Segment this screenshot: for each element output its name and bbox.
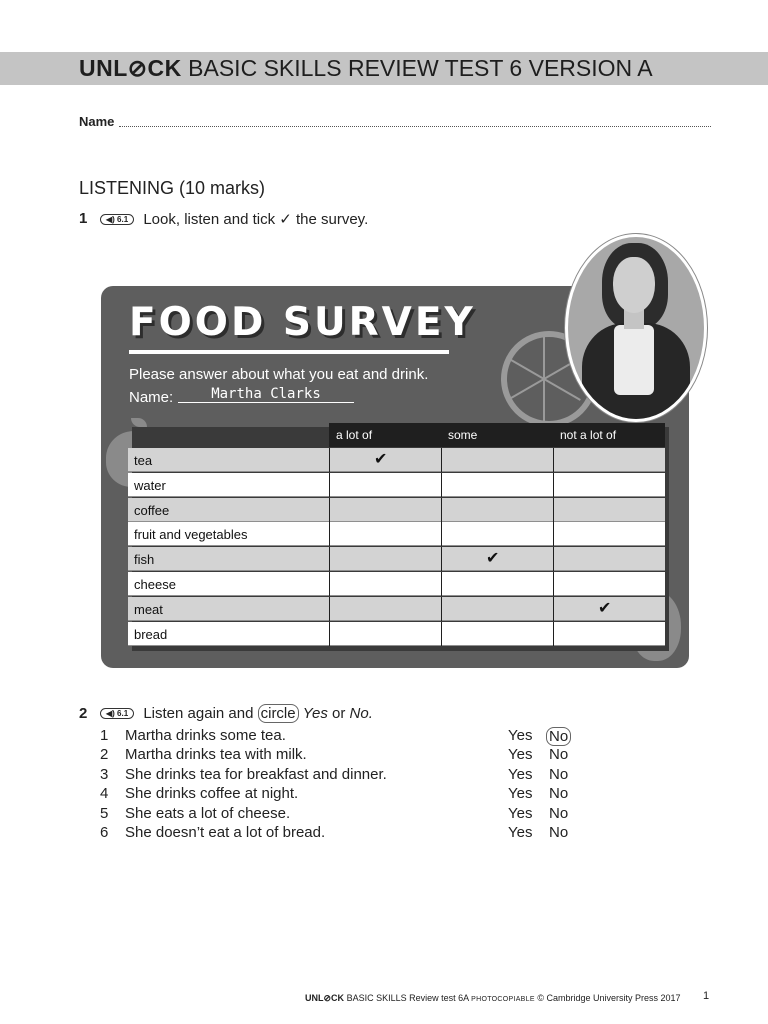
item-number: 5: [100, 804, 109, 822]
apple-leaf-icon: [131, 418, 147, 427]
item-number: 1: [100, 727, 109, 744]
page-number: 1: [703, 990, 710, 1002]
item-statement: She drinks tea for breakfast and dinner.: [125, 765, 387, 783]
name-label: Name: [79, 114, 115, 129]
table-cell[interactable]: [329, 498, 441, 522]
item-number: 4: [100, 785, 109, 803]
yes-option[interactable]: Yes: [508, 746, 533, 764]
table-row: [128, 448, 665, 472]
yes-option[interactable]: Yes: [508, 804, 533, 822]
survey-name-row: [129, 386, 321, 406]
item-number: 6: [100, 824, 109, 841]
table-row: [128, 622, 665, 646]
table-cell[interactable]: [329, 547, 441, 571]
table-cell[interactable]: [329, 473, 441, 497]
row-label: fish: [134, 552, 155, 568]
footer-brand: UNL⊘CK: [305, 993, 345, 1003]
table-cell[interactable]: [553, 473, 665, 497]
q2-number: 2: [79, 705, 88, 722]
check-mark-icon: ✔: [598, 599, 612, 617]
q2-instr-before: Listen again and: [143, 705, 254, 722]
table-cell[interactable]: [553, 622, 665, 646]
table-cell[interactable]: [329, 622, 441, 646]
row-label: coffee: [134, 502, 170, 518]
item-statement: Martha drinks some tea.: [125, 727, 286, 744]
item-number: 2: [100, 746, 109, 764]
item-statement: She doesn’t eat a lot of bread.: [125, 824, 326, 841]
table-cell[interactable]: [329, 572, 441, 596]
table-cell[interactable]: [553, 448, 665, 472]
check-mark-icon: ✔: [374, 451, 388, 468]
title-underline: [129, 350, 449, 354]
table-cell[interactable]: [553, 522, 665, 546]
row-label: bread: [134, 626, 168, 642]
check-mark-icon: ✔: [486, 550, 500, 568]
survey-instruction: Please answer about what you eat and drink.: [129, 366, 429, 383]
row-label: tea: [134, 453, 153, 468]
name-answer-line[interactable]: [119, 126, 711, 127]
survey-name-label: Name:: [129, 389, 174, 406]
footer-copyright: © Cambridge University Press 2017: [537, 993, 681, 1003]
table-row: [128, 498, 665, 522]
list-item: [100, 785, 580, 804]
table-cell[interactable]: [441, 547, 553, 571]
column-header: a lot of: [336, 428, 373, 442]
table-cell[interactable]: [441, 572, 553, 596]
q2-instr-or: or: [332, 705, 346, 722]
row-label: water: [134, 477, 166, 493]
header-title: [79, 55, 653, 82]
yes-option[interactable]: Yes: [508, 727, 533, 744]
row-label: meat: [134, 601, 163, 617]
no-option[interactable]: No: [549, 785, 569, 803]
table-header: [329, 423, 665, 447]
footer: [305, 993, 681, 1004]
list-item: [100, 766, 580, 785]
table-row: [128, 597, 665, 621]
brand-logo: UNL⊘CK: [79, 55, 182, 81]
table-cell[interactable]: [329, 448, 441, 472]
q2-instr-yes: Yes: [302, 705, 328, 722]
table-cell[interactable]: [441, 522, 553, 546]
list-item: [100, 727, 580, 746]
table-cell[interactable]: [553, 498, 665, 522]
column-header: not a lot of: [560, 428, 617, 442]
item-number: 3: [100, 765, 109, 783]
survey-title: FOOD SURVEY: [129, 300, 476, 345]
table-row: [128, 522, 665, 546]
no-option[interactable]: No: [546, 727, 571, 746]
row-label: fruit and vegetables: [134, 527, 248, 543]
test-title: BASIC SKILLS REVIEW TEST 6 VERSION A: [188, 55, 653, 81]
footer-text: BASIC SKILLS Review test 6A: [346, 993, 469, 1003]
no-option[interactable]: No: [549, 746, 569, 764]
name-row: [79, 114, 711, 129]
table-cell[interactable]: [441, 448, 553, 472]
survey-name-value[interactable]: Martha Clarks: [178, 386, 354, 403]
q2-instr-no: No.: [349, 705, 373, 722]
table-cell[interactable]: [441, 473, 553, 497]
table-cell[interactable]: [329, 597, 441, 621]
table-row: [128, 547, 665, 571]
table-cell[interactable]: [441, 498, 553, 522]
woman-photo: [565, 234, 707, 422]
table-cell[interactable]: [553, 572, 665, 596]
yes-option[interactable]: Yes: [508, 785, 533, 803]
table-cell[interactable]: [553, 547, 665, 571]
yes-option[interactable]: Yes: [508, 824, 533, 841]
no-option[interactable]: No: [549, 824, 569, 841]
list-item: [100, 805, 580, 824]
yes-option[interactable]: Yes: [508, 765, 533, 783]
item-statement: Martha drinks tea with milk.: [125, 746, 307, 764]
header-banner: [0, 52, 768, 85]
table-row: [128, 473, 665, 497]
table-cell[interactable]: [329, 522, 441, 546]
q2-instr-circle: circle: [258, 704, 299, 723]
section-heading: LISTENING (10 marks): [79, 178, 266, 198]
column-header: some: [448, 428, 478, 442]
table-cell[interactable]: [553, 597, 665, 621]
item-statement: She eats a lot of cheese.: [125, 804, 291, 822]
q1-instruction: [100, 210, 368, 228]
footer-photocopiable: PHOTOCOPIABLE: [471, 996, 535, 1003]
item-statement: She drinks coffee at night.: [125, 785, 299, 803]
q1-number: 1: [79, 210, 88, 227]
no-option[interactable]: No: [549, 804, 569, 822]
list-item: [100, 824, 580, 843]
audio-track-icon: ◀) 6.1: [100, 708, 134, 719]
table-cell[interactable]: [441, 622, 553, 646]
q2-instruction: [100, 705, 373, 722]
q1-instruction-text: Look, listen and tick ✓ the survey.: [143, 211, 369, 228]
no-option[interactable]: No: [549, 765, 569, 783]
table-cell[interactable]: [441, 597, 553, 621]
audio-track-icon: ◀) 6.1: [100, 214, 134, 225]
row-label: cheese: [134, 577, 176, 592]
list-item: [100, 746, 580, 765]
table-row: [128, 572, 665, 596]
